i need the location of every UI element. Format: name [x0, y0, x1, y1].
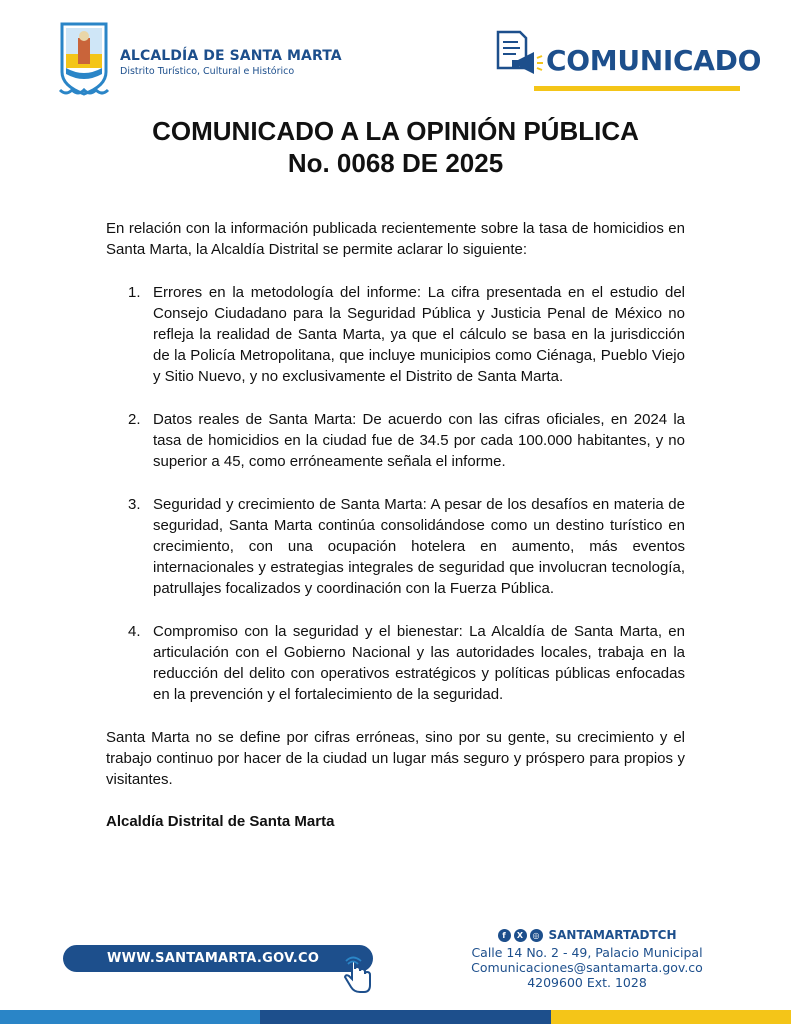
- address: Calle 14 No. 2 - 49, Palacio Municipal: [471, 945, 703, 960]
- list-item: [106, 282, 685, 387]
- org-name: ALCALDÍA DE SANTA MARTA: [120, 48, 342, 64]
- document-body: [106, 218, 685, 832]
- comunicado-badge: [494, 30, 774, 92]
- page-title: [0, 115, 791, 179]
- website-link[interactable]: [63, 945, 373, 972]
- list-item-number: 2.: [128, 411, 141, 428]
- title-line-1: COMUNICADO A LA OPINIÓN PÚBLICA: [152, 116, 639, 146]
- org-subtitle: Distrito Turístico, Cultural e Histórico: [120, 66, 295, 77]
- instagram-icon[interactable]: ◎: [530, 929, 543, 942]
- list-item: [106, 409, 685, 472]
- document-megaphone-icon: [494, 30, 544, 78]
- color-bar-yellow: [551, 1010, 791, 1024]
- x-icon[interactable]: X: [514, 929, 527, 942]
- list-item-text: Datos reales de Santa Marta: De acuerdo con las cifras oficiales, en 2024 la tasa de homicidios en la ciudad fue de 34.5 por cada 100.000 habitantes, y no superior a 45, como erróneamente señala el informe.: [153, 411, 685, 470]
- list-item: [106, 494, 685, 599]
- email[interactable]: Comunicaciones@santamarta.gov.co: [471, 960, 703, 975]
- website-text: WWW.SANTAMARTA.GOV.CO: [107, 951, 320, 966]
- title-line-2: No. 0068 DE 2025: [287, 148, 504, 178]
- social-handle: SANTAMARTADTCH: [548, 928, 677, 942]
- list-item-number: 1.: [128, 284, 141, 301]
- list-item-text: Compromiso con la seguridad y el bienestar: La Alcaldía de Santa Marta, en articulación con el Gobierno Nacional y las autoridades locales, trabaja en la reducción del delito con operativos estratégicos y políticas públicas enfocadas en la prevención y el fortalecimiento de la seguridad.: [153, 623, 685, 703]
- facebook-icon[interactable]: f: [498, 929, 511, 942]
- org-block: [120, 48, 342, 77]
- social-row: [452, 928, 722, 942]
- list-item: [106, 621, 685, 705]
- city-shield-logo: [58, 20, 110, 100]
- intro-paragraph: En relación con la información publicada recientemente sobre la tasa de homicidios en Santa Marta, la Alcaldía Distrital se permite aclarar lo siguiente:: [106, 220, 685, 258]
- header: [0, 0, 791, 110]
- closing-paragraph: Santa Marta no se define por cifras erróneas, sino por su gente, su crecimiento y el trabajo continuo por hacer de la ciudad un lugar más seguro y próspero para propios y visitantes.: [106, 729, 685, 788]
- list-item-number: 3.: [128, 496, 141, 513]
- numbered-list: [106, 282, 685, 705]
- footer-color-bar: [0, 1010, 791, 1024]
- pointer-hand-icon: [340, 955, 374, 995]
- color-bar-light-blue: [0, 1010, 260, 1024]
- signature: Alcaldía Distrital de Santa Marta: [106, 813, 335, 830]
- phone: 4209600 Ext. 1028: [527, 975, 647, 990]
- contact-block: [452, 928, 722, 990]
- list-item-text: Errores en la metodología del informe: La cifra presentada en el estudio del Consejo Ciudadano para la Seguridad Pública y Justicia Penal de México no refleja la realidad de Santa Marta, ya que el cálculo se basa en la jurisdicción de la Policía Metropolitana, que incluye municipios como Ciénaga, Pueblo Viejo y Sitio Nuevo, y no exclusivamente el Distrito de Santa Marta.: [153, 284, 685, 385]
- list-item-number: 4.: [128, 623, 141, 640]
- list-item-text: Seguridad y crecimiento de Santa Marta: A pesar de los desafíos en materia de seguridad, Santa Marta continúa consolidándose como un destino turístico en crecimiento, con una ocupación hotelera en aumento, más eventos internacionales y estrategias integrales de seguridad que involucran tecnología, patrullajes focalizados y coordinación con la Fuerza Pública.: [153, 496, 685, 597]
- color-bar-dark-blue: [260, 1010, 551, 1024]
- badge-label: COMUNICADO: [546, 44, 762, 77]
- badge-underline: [534, 86, 740, 91]
